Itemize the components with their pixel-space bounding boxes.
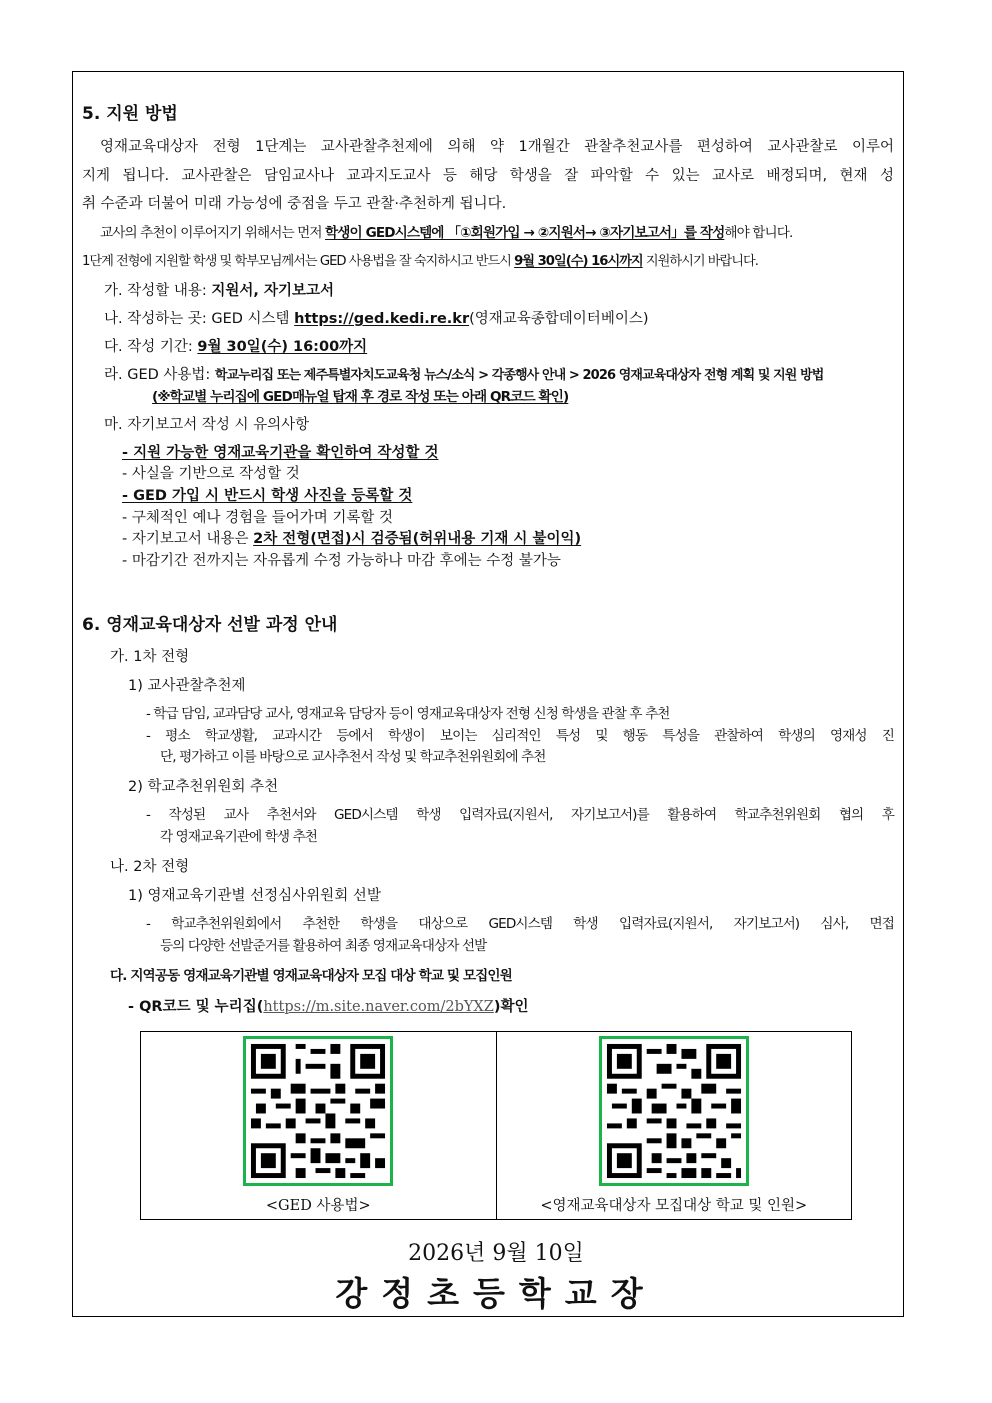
sec6-ga-2-bullet-1a: - 작성된 교사 추천서와 GED시스템 학생 입력자료(지원서, 자기보고서)를 활용하여 학교추천위원회 협의 후 [146,807,894,823]
ma-bullet-3: - GED 가입 시 반드시 학생 사진을 등록할 것 [122,488,413,504]
ma-bullet-5-emphasis: 2차 전형(면접)시 검증됨(허위내용 기재 시 불이익) [253,531,582,547]
ma-bullet-6: - 마감기간 전까지는 자유롭게 수정 가능하나 마감 후에는 수정 불가능 [122,553,561,569]
naver-link[interactable]: https://m.site.naver.com/2bYXZ [263,999,494,1015]
sec5-p1-line3: 취 수준과 더불어 미래 가능성에 중점을 두고 관찰·추천하게 됩니다. [82,196,507,212]
sec6-da-1-text: - QR코드 및 누리집( [128,999,264,1015]
sec5-p2-emphasis: 학생이 GED시스템에 「①회원가입 → ②지원서→ ③자기보고서」를 작성 [325,225,725,241]
sec5-p1-line2: 지게 됩니다. 교사관찰은 담임교사나 교과지도교사 등 해당 학생을 잘 파악할 수 있는 교사로 배정되며, 현재 성 [82,168,894,184]
qr-code-recruit[interactable] [599,1036,749,1186]
item-da-value: 9월 30일(수) 16:00까지 [197,339,368,355]
ma-bullet-5-text: - 자기보고서 내용은 [122,531,254,547]
item-ga-value: 지원서, 자기보고서 [211,283,334,299]
sec6-na: 나. 2차 전형 [110,859,190,875]
item-ra-label: 라. GED 사용법: [104,367,215,383]
sec5-p3-text: 1단계 전형에 지원할 학생 및 학부모님께서는 GED 사용법을 잘 숙지하시고 반드시 [82,254,515,269]
principal-signature: 강정초등학교장 [335,1274,657,1313]
sec5-p2 [100,223,792,243]
sec5-item-ma: 마. 자기보고서 작성 시 유의사항 [104,417,310,433]
sec5-p2-text: 교사의 추천이 이루어지기 위해서는 먼저 [100,225,326,241]
qr-cell-left [141,1032,497,1220]
qr-cell-right [496,1032,852,1220]
sec5-p1-line1: 영재교육대상자 전형 1단계는 교사관찰추천제에 의해 약 1개월간 관찰추천교사를 편성하여 교사관찰로 이루어 [100,139,894,155]
sec6-ga: 가. 1차 전형 [110,649,190,665]
sec5-p2-end: 해야 합니다. [724,225,793,241]
item-na-label: 나. 작성하는 곳: GED 시스템 [104,311,295,327]
item-da-label: 다. 작성 기간: [104,339,198,355]
sec5-p3 [82,252,758,272]
qr-code-icon [602,1039,746,1183]
sec6-na-1: 1) 영재교육기관별 선정심사위원회 선발 [128,888,381,904]
qr-code-icon [246,1039,390,1183]
sec5-item-ra-note: (※학교별 누리집에 GED매뉴얼 탑재 후 경로 작성 또는 아래 QR코드 확인) [152,389,569,405]
section-5-title: 5. 지원 방법 [82,104,178,124]
sec5-p3-deadline: 9월 30일(수) 16시까지 [514,254,643,269]
document-date: 2026년 9월 10일 [408,1241,584,1266]
qr-table [140,1031,852,1220]
sec6-na-1-bullet-1a: - 학교추천위원회에서 추천한 학생을 대상으로 GED시스템 학생 입력자료(지원서, 자기보고서) 심사, 면접 [146,916,894,932]
sec6-ga-2-bullet-1b: 각 영재교육기관에 학생 추천 [160,829,318,845]
sec5-item-na [104,309,649,329]
sec5-p3-end: 지원하시기 바랍니다. [642,254,758,269]
qr-caption-ged: <GED 사용법> [265,1198,371,1214]
sec5-item-ra [104,365,823,386]
ma-bullet-4: - 구체적인 예나 경험을 들어가며 기록할 것 [122,510,394,526]
qr-code-ged[interactable] [243,1036,393,1186]
sec6-ga-1-bullet-2b: 단, 평가하고 이를 바탕으로 교사추천서 작성 및 학교추천위원회에 추천 [160,749,546,765]
section-6-title: 6. 영재교육대상자 선발 과정 안내 [82,615,338,635]
ged-link[interactable]: https://ged.kedi.re.kr [294,311,470,327]
item-ra-value: 학교누리집 또는 제주특별자치도교육청 뉴스/소식 > 각종행사 안내 > 2026 영재교육대상자 전형 계획 및 지원 방법 [214,368,824,383]
ma-bullet-5 [122,529,581,549]
sec6-ga-1: 1) 교사관찰추천제 [128,678,246,694]
item-ga-label: 가. 작성할 내용: [104,283,212,299]
qr-caption-recruit: <영재교육대상자 모집대상 학교 및 인원> [540,1198,808,1214]
ma-bullet-1: - 지원 가능한 영재교육기관을 확인하여 작성할 것 [122,445,439,461]
sec5-item-ga [104,281,334,301]
sec6-da-1-end: )확인 [493,999,529,1015]
sec6-ga-2: 2) 학교추천위원회 추천 [128,779,279,795]
sec6-da-1 [128,997,528,1017]
sec5-item-da [104,337,367,357]
sec6-ga-1-bullet-2a: - 평소 학교생활, 교과시간 등에서 학생이 보이는 심리적인 특성 및 행동 특성을 관찰하여 학생의 영재성 진 [146,728,894,744]
sec6-na-1-bullet-1b: 등의 다양한 선발준거를 활용하여 최종 영재교육대상자 선발 [160,938,487,954]
sec6-da: 다. 지역공동 영재교육기관별 영재교육대상자 모집 대상 학교 및 모집인원 [110,968,512,984]
item-na-suffix: (영재교육종합데이터베이스) [469,311,649,327]
ma-bullet-2: - 사실을 기반으로 작성할 것 [122,466,300,482]
sec6-ga-1-bullet-1: - 학급 담임, 교과담당 교사, 영재교육 담당자 등이 영재교육대상자 전형 신청 학생을 관찰 후 추천 [146,706,670,722]
